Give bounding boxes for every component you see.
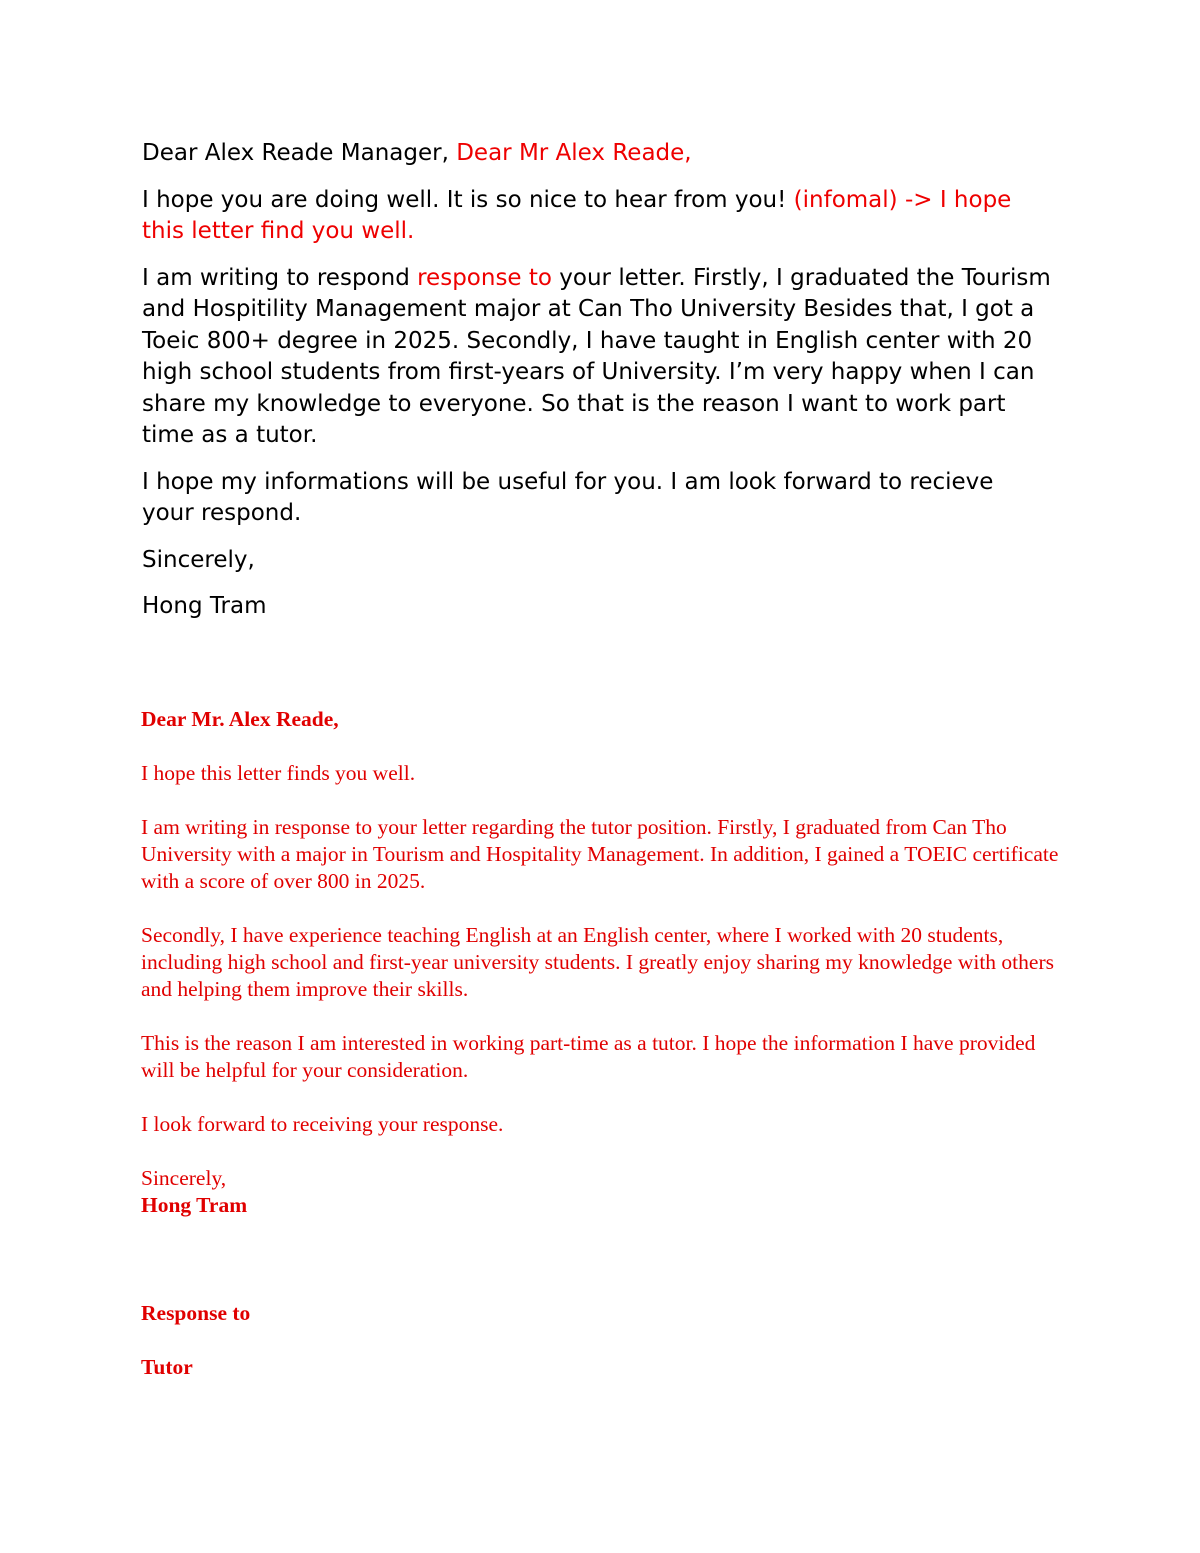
draft-opening-correction: (infomal) -> I hope this letter find you well. bbox=[142, 186, 1012, 244]
revised-paragraph-2: Secondly, I have experience teaching English at an English center, where I worked with 20 students, including high school and first-year university students. I greatly enjoy sharing my knowledge with others and helping them improve their skills. bbox=[141, 923, 1054, 1001]
draft-salutation-correction: Dear Mr Alex Reade, bbox=[456, 140, 692, 166]
draft-opening-line bbox=[142, 185, 1052, 248]
revised-salutation: Dear Mr. Alex Reade, bbox=[141, 707, 339, 731]
revised-letter bbox=[141, 706, 1061, 1408]
draft-letter bbox=[142, 138, 1052, 638]
draft-body-correction: response to bbox=[417, 264, 552, 291]
note-tutor: Tutor bbox=[141, 1355, 193, 1379]
note-response-to: Response to bbox=[141, 1301, 251, 1325]
revised-sign-off: Sincerely, bbox=[141, 1166, 227, 1190]
revised-opening: I hope this letter finds you well. bbox=[141, 761, 416, 785]
revised-closing: I look forward to receiving your response. bbox=[141, 1112, 504, 1136]
draft-body-paragraph bbox=[142, 263, 1052, 452]
revised-paragraph-3: This is the reason I am interested in working part-time as a tutor. I hope the information I have provided will be helpful for your consideration. bbox=[141, 1031, 1036, 1082]
revised-paragraph-1: I am writing in response to your letter regarding the tutor position. Firstly, I graduated from Can Tho University with a major in Tourism and Hospitality Management. In addition, I gained a TOEIC certificate with a score of over 800 in 2025. bbox=[141, 815, 1059, 893]
draft-body-part2: your letter. Firstly, I graduated the Tourism and Hospitility Management major at Can Tho University Besides that, I got a Toeic 800+ degree in 2025. Secondly, I have taught in English center with 20 high school students from first-years of University. I’m very happy when I can share my knowledge to everyone. So that is the reason I want to work part time as a tutor. bbox=[142, 264, 1051, 448]
draft-opening: I hope you are doing well. It is so nice to hear from you! bbox=[142, 186, 794, 213]
draft-body-part1: I am writing to respond bbox=[142, 264, 418, 291]
draft-salutation: Dear Alex Reade Manager, bbox=[142, 140, 457, 166]
revised-signature: Hong Tram bbox=[141, 1193, 248, 1217]
draft-closing-paragraph: I hope my informations will be useful for you. I am look forward to recieve your respond. bbox=[142, 468, 994, 526]
draft-sign-off: Sincerely, bbox=[142, 546, 255, 573]
draft-salutation-line bbox=[142, 138, 1052, 170]
spacer bbox=[141, 1246, 1061, 1300]
draft-signature: Hong Tram bbox=[142, 593, 267, 619]
